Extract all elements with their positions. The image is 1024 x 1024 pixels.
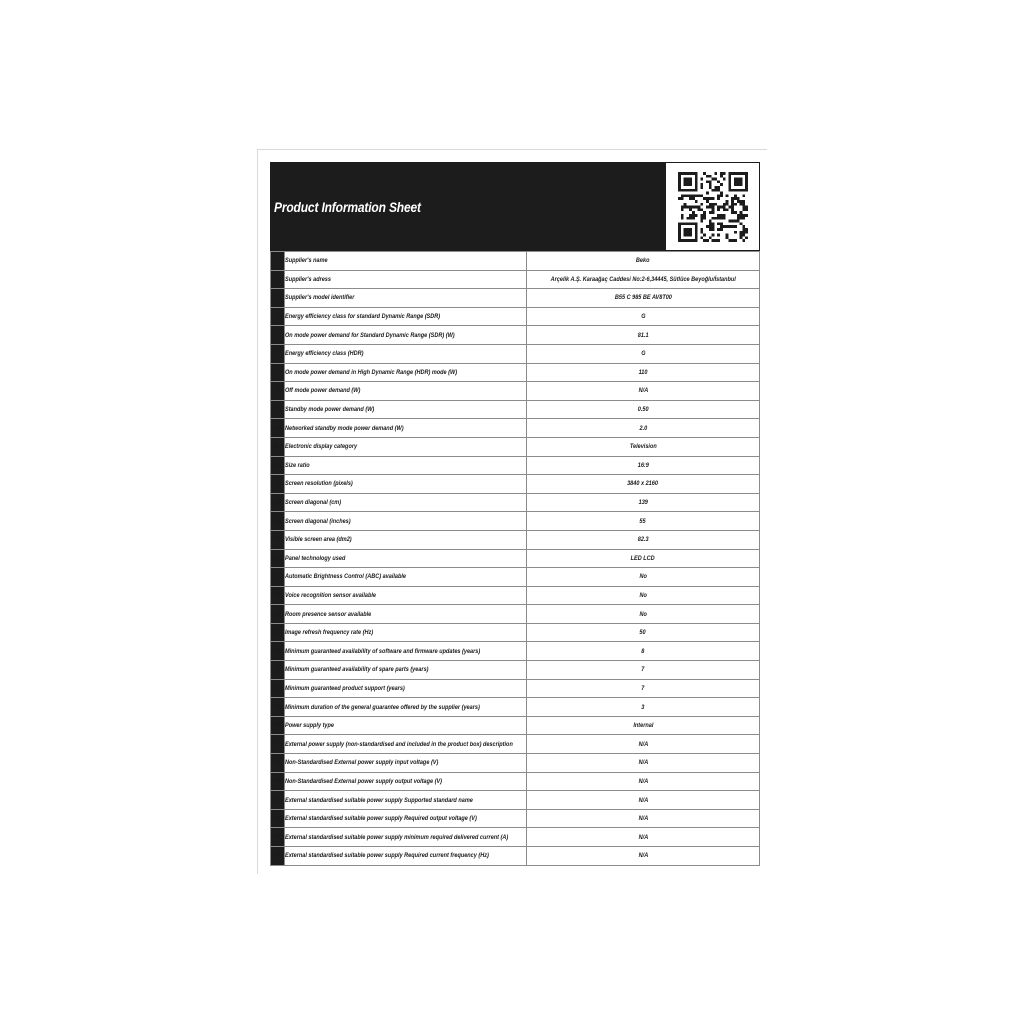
row-label: Screen diagonal (inches) [285,512,527,531]
table-row [271,530,760,549]
row-number: 33 [271,847,285,866]
row-number: 18 [271,568,285,587]
table-row [271,270,760,289]
table-row [271,847,760,866]
row-label: Electronic display category [285,437,527,456]
table-row [271,809,760,828]
row-label: External standardised suitable power supply Required current frequency (Hz) [285,847,527,866]
table-row [271,791,760,810]
row-label: Energy efficiency class (HDR) [285,344,527,363]
table-row [271,586,760,605]
row-number: 4 [271,307,285,326]
row-value: 7 [527,679,760,698]
row-number: 9 [271,400,285,419]
table-row [271,419,760,438]
row-value: 139 [527,493,760,512]
row-number: 2 [271,270,285,289]
row-number: 19 [271,586,285,605]
table-row [271,716,760,735]
row-label: Supplier's name [285,252,527,271]
row-label: Automatic Brightness Control (ABC) available [285,568,527,587]
row-value: 50 [527,623,760,642]
table-row [271,828,760,847]
row-value: G [527,307,760,326]
header-title-box [270,162,666,251]
table-row [271,754,760,773]
row-label: External standardised suitable power supply Required output voltage (V) [285,809,527,828]
row-number: 17 [271,549,285,568]
sheet-border-top [257,149,767,150]
row-value: B55 C 985 BE AV8T00 [527,289,760,308]
row-number: 5 [271,326,285,345]
row-number: 28 [271,754,285,773]
row-value: N/A [527,735,760,754]
row-label: Image refresh frequency rate (Hz) [285,623,527,642]
qr-code-icon [678,172,748,242]
row-label: Room presence sensor available [285,605,527,624]
row-value: 3 [527,698,760,717]
row-label: Screen resolution (pixels) [285,475,527,494]
row-value: Beko [527,252,760,271]
info-table [270,251,760,866]
row-label: Minimum guaranteed availability of spare parts (years) [285,661,527,680]
page-title: Product Information Sheet [274,198,421,215]
row-number: 31 [271,809,285,828]
row-number: 8 [271,382,285,401]
table-row [271,289,760,308]
row-value: 2.0 [527,419,760,438]
row-number: 32 [271,828,285,847]
row-label: On mode power demand for Standard Dynamic Range (SDR) (W) [285,326,527,345]
row-value: N/A [527,791,760,810]
table-row [271,344,760,363]
row-number: 27 [271,735,285,754]
product-information-sheet [270,162,760,866]
row-value: 0.50 [527,400,760,419]
row-label: Energy efficiency class for standard Dynamic Range (SDR) [285,307,527,326]
row-number: 1 [271,252,285,271]
row-label: Off mode power demand (W) [285,382,527,401]
row-label: Minimum guaranteed availability of software and firmware updates (years) [285,642,527,661]
row-label: External standardised suitable power supply Supported standard name [285,791,527,810]
table-row [271,326,760,345]
row-number: 24 [271,679,285,698]
table-row [271,475,760,494]
row-number: 14 [271,493,285,512]
row-number: 21 [271,623,285,642]
row-label: Panel technology used [285,549,527,568]
row-label: Non-Standardised External power supply output voltage (V) [285,772,527,791]
table-row [271,642,760,661]
table-row [271,698,760,717]
row-number: 11 [271,437,285,456]
table-row [271,735,760,754]
row-label: Standby mode power demand (W) [285,400,527,419]
table-row [271,400,760,419]
row-number: 6 [271,344,285,363]
row-value: No [527,568,760,587]
sheet-border-left [257,149,258,874]
row-number: 15 [271,512,285,531]
table-row [271,493,760,512]
row-value: 55 [527,512,760,531]
row-value: N/A [527,772,760,791]
row-value: Television [527,437,760,456]
table-row [271,549,760,568]
row-value: 7 [527,661,760,680]
row-value: Arçelik A.Ş. Karaağaç Caddesi No:2-6,34445, Sütlüce Beyoğlu/İstanbul [527,270,760,289]
row-number: 29 [271,772,285,791]
row-value: N/A [527,847,760,866]
row-label: Minimum duration of the general guarantee offered by the supplier (years) [285,698,527,717]
row-number: 13 [271,475,285,494]
row-value: 81.1 [527,326,760,345]
row-number: 3 [271,289,285,308]
sheet-header [270,162,760,251]
row-value: LED LCD [527,549,760,568]
table-row [271,661,760,680]
row-value: No [527,586,760,605]
qr-code-box [666,162,760,251]
row-label: Screen diagonal (cm) [285,493,527,512]
table-row [271,363,760,382]
row-value: Internal [527,716,760,735]
row-value: N/A [527,809,760,828]
row-label: Networked standby mode power demand (W) [285,419,527,438]
table-row [271,568,760,587]
table-row [271,252,760,271]
row-label: External power supply (non-standardised and included in the product box) description [285,735,527,754]
row-number: 25 [271,698,285,717]
row-number: 10 [271,419,285,438]
table-row [271,512,760,531]
row-label: On mode power demand in High Dynamic Range (HDR) mode (W) [285,363,527,382]
table-row [271,679,760,698]
row-value: 82.3 [527,530,760,549]
row-label: External standardised suitable power supply minimum required delivered current (A) [285,828,527,847]
row-number: 7 [271,363,285,382]
row-number: 30 [271,791,285,810]
row-label: Supplier's model identifier [285,289,527,308]
table-row [271,437,760,456]
row-label: Minimum guaranteed product support (years) [285,679,527,698]
table-row [271,772,760,791]
row-value: No [527,605,760,624]
row-label: Size ratio [285,456,527,475]
row-label: Non-Standardised External power supply input voltage (V) [285,754,527,773]
row-value: N/A [527,382,760,401]
row-value: N/A [527,828,760,847]
row-value: 110 [527,363,760,382]
row-number: 23 [271,661,285,680]
table-row [271,307,760,326]
table-row [271,605,760,624]
table-row [271,456,760,475]
table-row [271,623,760,642]
row-label: Supplier's adress [285,270,527,289]
row-value: 16:9 [527,456,760,475]
row-number: 20 [271,605,285,624]
table-row [271,382,760,401]
row-number: 22 [271,642,285,661]
row-label: Power supply type [285,716,527,735]
row-number: 16 [271,530,285,549]
row-value: 3840 x 2160 [527,475,760,494]
row-label: Voice recognition sensor available [285,586,527,605]
row-value: 8 [527,642,760,661]
row-number: 12 [271,456,285,475]
row-number: 26 [271,716,285,735]
row-value: G [527,344,760,363]
row-value: N/A [527,754,760,773]
row-label: Visible screen area (dm2) [285,530,527,549]
